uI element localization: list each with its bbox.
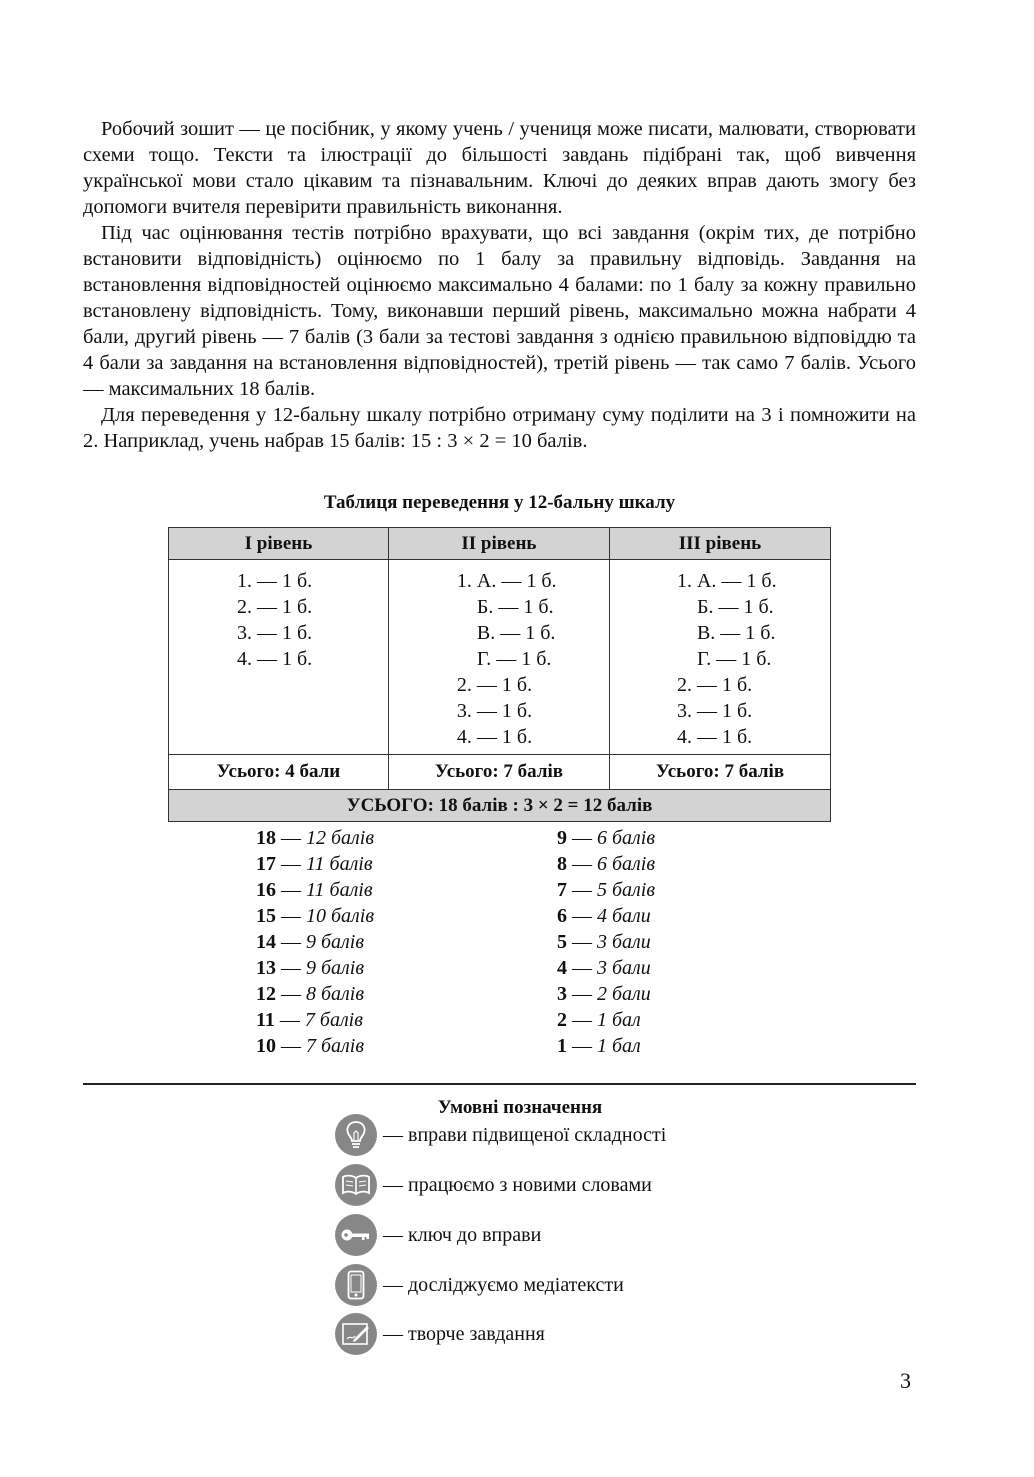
scale-entry: 9 — 6 балів <box>557 827 656 849</box>
header-level-3: ІІІ рівень <box>609 528 830 560</box>
scale-right-column <box>557 825 655 1059</box>
intro-paragraph-3: Для переведення у 12-бальну шкалу потрібно отриману суму поділити на 3 і помножити на 2. Наприклад, учень набрав 15 балів: 15 : 3 × 2 = 10 балів. <box>83 404 916 452</box>
conversion-table <box>168 527 831 822</box>
subtotal-level-1: Усього: 4 бали <box>169 755 389 790</box>
legend-text: — творче завдання <box>383 1322 545 1345</box>
level-2-line: Б. — 1 б. <box>456 596 554 618</box>
scale-entry: 2 — 1 бал <box>557 1009 641 1031</box>
level-3-cell <box>609 560 830 755</box>
legend-text: — ключ до вправи <box>383 1223 542 1246</box>
intro-paragraph-2: Під час оцінювання тестів потрібно врахувати, що всі завдання (окрім тих, де потрібно встановити відповідність) оцінюємо по 1 балу за правильну відповідь. Завдання на встановлення відповідностей оцінюємо максимально 4 балами: по 1 балу за кожну правильно встановлену відповідність. Тому, виконавши перший рівень, максимально можна набрати 4 бали, другий рівень — 7 балів (3 бали за тестові завдання з однією правильною відповіддю та 4 бали за завдання на встановлення відповідностей), третій рівень — так само 7 балів. Усього — максимальних 18 балів. <box>83 222 916 400</box>
legend-item-creative <box>335 1313 545 1355</box>
level-2-line: 3. — 1 б. <box>456 700 533 722</box>
total-row <box>169 790 831 822</box>
legend-item-key <box>335 1214 541 1256</box>
legend-text: — досліджуємо медіатексти <box>383 1273 624 1296</box>
key-icon <box>335 1214 377 1256</box>
legend-item-media <box>335 1264 624 1306</box>
scale-entry: 5 — 3 бали <box>557 931 651 953</box>
scale-entry: 17 — 11 балів <box>256 853 373 875</box>
level-3-line: Б. — 1 б. <box>676 596 774 618</box>
level-2-line: 4. — 1 б. <box>456 726 533 748</box>
scale-entry: 6 — 4 бали <box>557 905 651 927</box>
page-number: 3 <box>900 1368 911 1393</box>
table-body-row <box>169 560 831 755</box>
header-level-2: ІІ рівень <box>388 528 609 560</box>
scale-entry: 1 — 1 бал <box>557 1035 641 1057</box>
legend-item-new-words <box>335 1164 652 1206</box>
lightbulb-icon <box>335 1114 377 1156</box>
scale-entry: 12 — 8 балів <box>256 983 365 1005</box>
level-1-line: 2. — 1 б. <box>237 596 313 618</box>
scale-entry: 11 — 7 балів <box>256 1009 363 1031</box>
scale-entry: 16 — 11 балів <box>256 879 373 901</box>
level-3-line: 2. — 1 б. <box>676 674 753 696</box>
scale-left-column <box>256 825 374 1059</box>
legend-text: — працюємо з новими словами <box>383 1173 652 1196</box>
level-1-line: 1. — 1 б. <box>237 570 313 592</box>
level-3-line: 1. А. — 1 б. <box>676 570 777 592</box>
scale-entry: 8 — 6 балів <box>557 853 656 875</box>
intro-paragraph-1: Робочий зошит — це посібник, у якому учень / учениця може писати, малювати, створювати схеми тощо. Тексти та ілюстрації до більшості завдань підібрані так, щоб вивчення української мови стало цікавим та пізнавальним. Ключі до деяких вправ дають змогу без допомоги вчителя перевірити правильність виконання. <box>83 118 916 218</box>
level-3-line: 4. — 1 б. <box>676 726 753 748</box>
scale-entry: 18 — 12 балів <box>256 827 375 849</box>
level-3-line: В. — 1 б. <box>676 622 776 644</box>
smartphone-icon <box>335 1264 377 1306</box>
level-3-line: 3. — 1 б. <box>676 700 753 722</box>
subtotal-level-3: Усього: 7 балів <box>609 755 830 790</box>
scale-entry: 3 — 2 бали <box>557 983 651 1005</box>
legend-item-difficult <box>335 1114 666 1156</box>
scale-entry: 13 — 9 балів <box>256 957 365 979</box>
scale-entry: 14 — 9 балів <box>256 931 365 953</box>
section-divider <box>83 1083 916 1085</box>
legend-text: — вправи підвищеної складності <box>383 1123 667 1146</box>
level-1-cell <box>169 560 389 755</box>
subtotal-row <box>169 755 831 790</box>
grand-total: УСЬОГО: 18 балів : 3 × 2 = 12 балів <box>169 790 831 822</box>
level-2-line: 1. А. — 1 б. <box>456 570 557 592</box>
level-1-line: 3. — 1 б. <box>237 622 313 644</box>
level-2-line: 2. — 1 б. <box>456 674 533 696</box>
scale-entry: 10 — 7 балів <box>256 1035 365 1057</box>
scale-entry: 15 — 10 балів <box>256 905 375 927</box>
level-1-line: 4. — 1 б. <box>237 648 313 670</box>
legend-title: Умовні позначення <box>437 1097 603 1118</box>
level-2-cell <box>388 560 609 755</box>
level-2-line: В. — 1 б. <box>456 622 556 644</box>
level-2-line: Г. — 1 б. <box>456 648 552 670</box>
book-icon <box>335 1164 377 1206</box>
scale-entry: 4 — 3 бали <box>557 957 651 979</box>
table-title: Таблиця переведення у 12-бальну шкалу <box>323 492 676 513</box>
pencil-drawing-icon <box>335 1313 377 1355</box>
table-header-row <box>169 528 831 560</box>
subtotal-level-2: Усього: 7 балів <box>388 755 609 790</box>
scale-entry: 7 — 5 балів <box>557 879 656 901</box>
intro-text <box>83 116 916 454</box>
level-3-line: Г. — 1 б. <box>676 648 772 670</box>
header-level-1: І рівень <box>169 528 389 560</box>
